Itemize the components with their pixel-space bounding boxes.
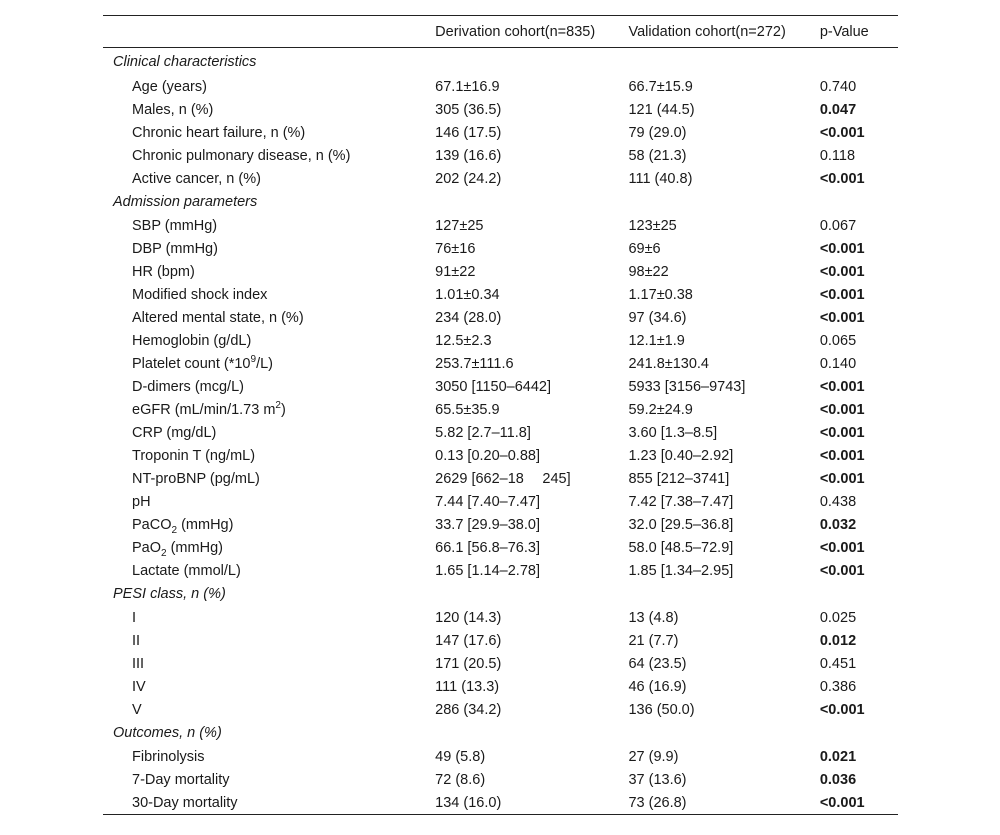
p-value: <0.001	[819, 124, 865, 141]
validation-value: 12.1±1.9	[628, 332, 685, 349]
row-label: D-dimers (mcg/L)	[132, 378, 244, 395]
derivation-value: 202 (24.2)	[435, 170, 502, 187]
validation-value: 1.23 [0.40–2.92]	[628, 447, 734, 464]
p-value: 0.012	[819, 632, 857, 649]
table-row	[103, 260, 898, 283]
label-superscript: 2	[275, 399, 281, 411]
derivation-value: 0.13 [0.20–0.88]	[435, 447, 540, 464]
derivation-value: 91±22	[435, 263, 476, 280]
label-text: (mmHg)	[166, 539, 223, 556]
table-row	[103, 768, 898, 791]
row-label: Chronic heart failure, n (%)	[132, 124, 306, 141]
row-label	[103, 513, 435, 536]
derivation-value: 49 (5.8)	[435, 748, 486, 765]
row-label: II	[132, 632, 141, 649]
validation-value: 66.7±15.9	[628, 78, 693, 95]
row-label: III	[132, 655, 145, 672]
p-value: 0.067	[819, 217, 857, 234]
p-value: <0.001	[819, 539, 865, 556]
derivation-value: 76±16	[435, 240, 476, 257]
derivation-value: 234 (28.0)	[435, 309, 502, 326]
row-label: Altered mental state, n (%)	[132, 309, 304, 326]
p-value: <0.001	[819, 286, 865, 303]
p-value: <0.001	[819, 401, 865, 418]
label-text: )	[280, 401, 286, 418]
row-label: Hemoglobin (g/dL)	[132, 332, 252, 349]
p-value: <0.001	[819, 562, 865, 579]
table-row	[103, 444, 898, 467]
p-value: <0.001	[819, 424, 865, 441]
table-row	[103, 98, 898, 121]
row-label: Troponin T (ng/mL)	[132, 447, 256, 464]
table-container	[103, 15, 898, 815]
table-row	[103, 144, 898, 167]
label-text: /L)	[256, 355, 273, 372]
row-label: V	[132, 701, 142, 718]
derivation-value: 72 (8.6)	[435, 771, 486, 788]
derivation-value: 3050 [1150–6442]	[435, 378, 552, 395]
validation-value: 79 (29.0)	[628, 124, 687, 141]
derivation-value: 120 (14.3)	[435, 609, 502, 626]
row-label: 7-Day mortality	[132, 771, 230, 788]
validation-value: 69±6	[628, 240, 661, 257]
label-text: PaO	[132, 539, 162, 556]
table-row	[103, 791, 898, 815]
table-row	[103, 329, 898, 352]
p-value: <0.001	[819, 470, 865, 487]
row-label	[103, 398, 435, 421]
row-label	[103, 352, 435, 375]
p-value: <0.001	[819, 701, 865, 718]
table-row	[103, 352, 898, 375]
derivation-value: 305 (36.5)	[435, 101, 502, 118]
p-value: <0.001	[819, 170, 865, 187]
table-row	[103, 398, 898, 421]
validation-value: 58 (21.3)	[628, 147, 687, 164]
derivation-value: 111 (13.3)	[435, 678, 500, 695]
row-label: Fibrinolysis	[132, 748, 205, 765]
table-row	[103, 375, 898, 398]
validation-value: 241.8±130.4	[628, 355, 709, 372]
table-row	[103, 214, 898, 237]
row-label: CRP (mg/dL)	[132, 424, 217, 441]
row-label: Males, n (%)	[132, 101, 214, 118]
derivation-value: 67.1±16.9	[435, 78, 500, 95]
p-value: <0.001	[819, 263, 865, 280]
p-value: 0.047	[819, 101, 857, 118]
validation-value: 1.17±0.38	[628, 286, 693, 303]
row-label: pH	[132, 493, 151, 510]
validation-value: 123±25	[628, 217, 677, 234]
row-label: Lactate (mmol/L)	[132, 562, 241, 579]
row-label: IV	[132, 678, 146, 695]
validation-value: 1.85 [1.34–2.95]	[628, 562, 734, 579]
section-row	[103, 48, 898, 76]
row-label: DBP (mmHg)	[132, 240, 218, 257]
header-validation-cohort: Validation cohort(n=272)	[628, 23, 786, 40]
table-row	[103, 283, 898, 306]
derivation-value: 7.44 [7.40–7.47]	[435, 493, 540, 510]
table-row	[103, 167, 898, 190]
table-row	[103, 121, 898, 144]
table-header	[103, 16, 898, 48]
derivation-value: 146 (17.5)	[435, 124, 502, 141]
table-row	[103, 559, 898, 582]
table-row	[103, 652, 898, 675]
p-value: <0.001	[819, 378, 865, 395]
validation-value: 59.2±24.9	[628, 401, 693, 418]
p-value: 0.025	[819, 609, 857, 626]
derivation-value: 147 (17.6)	[435, 632, 502, 649]
validation-value: 32.0 [29.5–36.8]	[628, 516, 734, 533]
row-label: 30-Day mortality	[132, 794, 238, 811]
derivation-value: 286 (34.2)	[435, 701, 502, 718]
validation-value: 3.60 [1.3–8.5]	[628, 424, 718, 441]
p-value: <0.001	[819, 794, 865, 811]
row-label: Modified shock index	[132, 286, 268, 303]
derivation-value: 12.5±2.3	[435, 332, 492, 349]
section-row	[103, 190, 898, 214]
label-text: PaCO	[132, 516, 172, 533]
derivation-value: 253.7±111.6	[435, 355, 514, 372]
header-derivation-cohort: Derivation cohort(n=835)	[435, 23, 596, 40]
p-value: 0.438	[819, 493, 857, 510]
table-row	[103, 513, 898, 536]
p-value: 0.386	[819, 678, 857, 695]
validation-value: 111 (40.8)	[628, 170, 693, 187]
derivation-value: 65.5±35.9	[435, 401, 500, 418]
table-row	[103, 745, 898, 768]
label-superscript: 9	[250, 353, 257, 365]
table-row	[103, 698, 898, 721]
table-body	[103, 48, 898, 815]
label-text: eGFR (mL/min/1.73 m	[132, 401, 276, 418]
validation-value: 855 [212–3741]	[628, 470, 730, 487]
row-label: HR (bpm)	[132, 263, 195, 280]
validation-value: 58.0 [48.5–72.9]	[628, 539, 734, 556]
derivation-value: 33.7 [29.9–38.0]	[435, 516, 540, 533]
table-row	[103, 75, 898, 98]
validation-value: 13 (4.8)	[628, 609, 679, 626]
row-label: Age (years)	[132, 78, 207, 95]
derivation-value: 171 (20.5)	[435, 655, 502, 672]
section-title: Clinical characteristics	[113, 54, 257, 70]
table-row	[103, 675, 898, 698]
row-label	[103, 536, 435, 559]
validation-value: 73 (26.8)	[628, 794, 687, 811]
label-text: (mmHg)	[177, 516, 234, 533]
table-row	[103, 306, 898, 329]
table-row	[103, 490, 898, 513]
table-row	[103, 629, 898, 652]
validation-value: 5933 [3156–9743]	[628, 378, 746, 395]
table-row	[103, 606, 898, 629]
p-value: 0.036	[819, 771, 857, 788]
header-row	[103, 16, 898, 48]
table-row	[103, 467, 898, 490]
validation-value: 97 (34.6)	[628, 309, 687, 326]
label-subscript: 2	[171, 524, 178, 536]
p-value: 0.118	[819, 147, 856, 164]
p-value: 0.140	[819, 355, 857, 372]
table-row	[103, 536, 898, 559]
validation-value: 7.42 [7.38–7.47]	[628, 493, 734, 510]
validation-value: 64 (23.5)	[628, 655, 687, 672]
header-variable	[103, 16, 435, 48]
cohort-comparison-table	[103, 15, 898, 815]
header-p-value: p-Value	[819, 23, 869, 40]
section-title: Admission parameters	[113, 194, 258, 210]
p-value: <0.001	[819, 240, 865, 257]
derivation-value: 2629 [662–18 245]	[435, 470, 571, 487]
derivation-value: 127±25	[435, 217, 484, 234]
derivation-value: 66.1 [56.8–76.3]	[435, 539, 540, 556]
row-label: Active cancer, n (%)	[132, 170, 261, 187]
p-value: 0.032	[819, 516, 857, 533]
p-value: 0.451	[819, 655, 857, 672]
p-value: 0.065	[819, 332, 857, 349]
row-label: Chronic pulmonary disease, n (%)	[132, 147, 351, 164]
derivation-value: 139 (16.6)	[435, 147, 502, 164]
validation-value: 21 (7.7)	[628, 632, 679, 649]
validation-value: 136 (50.0)	[628, 701, 695, 718]
derivation-value: 5.82 [2.7–11.8]	[435, 424, 531, 441]
validation-value: 98±22	[628, 263, 669, 280]
validation-value: 37 (13.6)	[628, 771, 687, 788]
derivation-value: 1.01±0.34	[435, 286, 500, 303]
label-text: Platelet count (*10	[132, 355, 251, 372]
validation-value: 121 (44.5)	[628, 101, 695, 118]
section-row	[103, 582, 898, 606]
section-title: Outcomes, n (%)	[113, 725, 222, 741]
row-label: NT-proBNP (pg/mL)	[132, 470, 260, 487]
row-label: SBP (mmHg)	[132, 217, 218, 234]
section-title: PESI class, n (%)	[113, 586, 226, 602]
p-value: 0.740	[819, 78, 857, 95]
derivation-value: 1.65 [1.14–2.78]	[435, 562, 540, 579]
section-row	[103, 721, 898, 745]
p-value: <0.001	[819, 309, 865, 326]
table-row	[103, 421, 898, 444]
label-subscript: 2	[161, 547, 167, 559]
row-label: I	[132, 609, 137, 626]
p-value: <0.001	[819, 447, 865, 464]
validation-value: 27 (9.9)	[628, 748, 679, 765]
table-row	[103, 237, 898, 260]
derivation-value: 134 (16.0)	[435, 794, 502, 811]
validation-value: 46 (16.9)	[628, 678, 687, 695]
p-value: 0.021	[819, 748, 857, 765]
